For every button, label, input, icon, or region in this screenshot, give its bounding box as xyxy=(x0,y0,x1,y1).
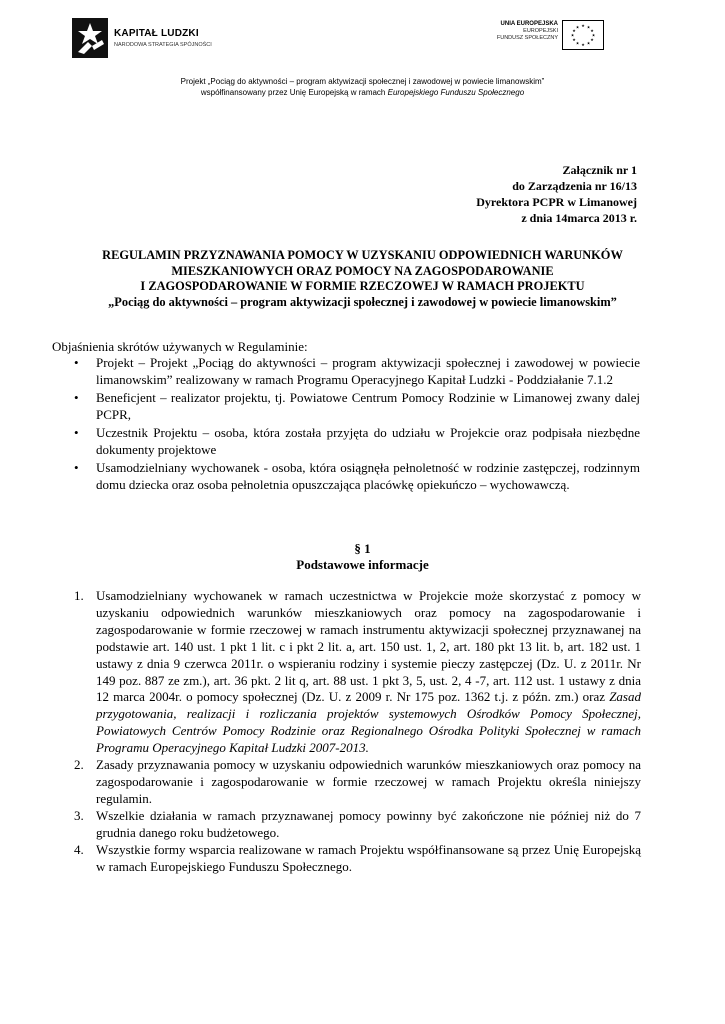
eu-flag-icon xyxy=(562,20,604,50)
attachment-line-1: Załącznik nr 1 xyxy=(562,163,637,177)
svg-text:★: ★ xyxy=(575,40,580,46)
eu-logo-line2: EUROPEJSKI xyxy=(523,28,558,34)
svg-text:★: ★ xyxy=(590,37,594,42)
bullet-icon: • xyxy=(74,355,79,370)
attachment-block xyxy=(476,162,637,226)
bullet-icon: • xyxy=(74,425,79,440)
svg-text:★: ★ xyxy=(590,28,594,33)
title-line-2: MIESZKANIOWYCH ORAZ POMOCY NA ZAGOSPODAROWANIE xyxy=(171,263,554,278)
svg-text:★: ★ xyxy=(572,37,576,42)
list-item xyxy=(74,459,640,493)
logo-title: KAPITAŁ LUDZKI xyxy=(114,28,199,39)
list-item-text xyxy=(96,588,641,757)
eu-logo-line3: FUNDUSZ SPOŁECZNY xyxy=(496,35,558,41)
list-item xyxy=(74,807,641,842)
item-number: 3. xyxy=(74,807,84,823)
title-line-4: „Pociąg do aktywności – program aktywizacji społecznej i zawodowej w powiecie limanowskim” xyxy=(108,294,617,309)
item-1-italic: Zasad przygotowania, realizacji i rozliczania projektów systemowych Ośrodków Pomocy Społecznej, Powiatowych Centrów Pomocy Rodzinie oraz Regionalnego Ośrodka Polityki Społecznej w ramach Programu Operacyjnego Kapitał Ludzki 2007-2013. xyxy=(96,689,641,756)
project-line-1: Projekt „Pociąg do aktywności – program aktywizacji społecznej i zawodowej w powiecie limanowskim” xyxy=(180,77,545,86)
svg-text:★: ★ xyxy=(581,23,585,28)
list-item-text: Zasady przyznawania pomocy w uzyskaniu odpowiednich warunków mieszkaniowych oraz pomocy na zagospodarowanie i zagospodarowanie w formie rzeczowej w ramach Projektu określa niniejszy regulamin. xyxy=(96,757,641,806)
list-item-text: Projekt – Projekt „Pociąg do aktywności – program aktywizacji społecznej i zawodowej w powiecie limanowskim” realizowany w ramach Programu Operacyjnego Kapitał Ludzki - Poddziałanie 7.1.2 xyxy=(96,355,640,387)
list-item-text: Wszystkie formy wsparcia realizowane w ramach Projektu współfinansowane są przez Unię Europejską w ramach Europejskiego Funduszu Społecznego. xyxy=(96,841,641,874)
list-item xyxy=(74,424,640,458)
svg-text:★: ★ xyxy=(591,32,596,38)
item-1-text: Usamodzielniany wychowanek w ramach uczestnictwa w Projekcie może skorzystać z pomocy w uzyskaniu odpowiednich warunków mieszkaniowych oraz pomocy na zagospodarowanie i zagospodarowanie w formie rzeczowej w ramach instrumentu aktywizacji społecznej przyznawanej na podstawie art. 140 ust. 1 pkt 1 lit. c i pkt 2 lit. a, art. 150 ust. 1, 2, art. 180 pkt 13 lit. b, art. 182 ust. 1 ustawy z dnia 9 czerwca 2011r. o wspieraniu rodziny i systemie pieczy zastępczej (Dz. U. z 2011r. Nr 149 poz. 887 ze zm.), art. 36 pkt. 2 lit q, art. 88 ust. 1 pkt 3, 5, ust. 2, 4 -7, art. 112 ust. 1 ustawy z dnia 12 marca 2004r. o pomocy społecznej (Dz. U. z 2009 r. Nr 175 poz. 1362 t.j. z późn. zm.) oraz xyxy=(96,588,641,705)
svg-text:★: ★ xyxy=(575,24,580,30)
svg-text:★: ★ xyxy=(586,24,591,30)
attachment-line-3: Dyrektora PCPR w Limanowej xyxy=(476,195,637,209)
list-item-text: Wszelkie działania w ramach przyznawanej pomocy powinny być zakończone nie później niż do 7 grudnia danego roku budżetowego. xyxy=(96,807,641,840)
list-item xyxy=(74,354,640,388)
bullet-icon: • xyxy=(74,390,79,405)
explanations-list xyxy=(74,354,640,494)
svg-text:★: ★ xyxy=(586,40,591,46)
project-line-2-italic: Europejskiego Funduszu Społecznego xyxy=(387,88,525,97)
list-item-text: Usamodzielniany wychowanek - osoba, która osiągnęła pełnoletność w rodzinie zastępczej, rodzinnym domu dziecka oraz osoba pełnoletnia opuszczająca placówkę opiekuńczo – wychowawczą. xyxy=(96,460,640,492)
document-title xyxy=(30,248,695,310)
item-number: 1. xyxy=(74,588,84,603)
section-items-list xyxy=(74,588,641,875)
title-line-1: REGULAMIN PRZYZNAWANIA POMOCY W UZYSKANIU ODPOWIEDNICH WARUNKÓW xyxy=(102,248,623,262)
eu-logo xyxy=(486,20,616,54)
item-number: 2. xyxy=(74,757,84,773)
explanations-heading: Objaśnienia skrótów używanych w Regulaminie: xyxy=(52,339,308,354)
title-line-3: I ZAGOSPODAROWANIE W FORMIE RZECZOWEJ W RAMACH PROJEKTU xyxy=(140,279,585,294)
item-number: 4. xyxy=(74,841,84,857)
section-number: § 1 xyxy=(354,541,371,556)
attachment-line-2: do Zarządzenia nr 16/13 xyxy=(512,179,637,193)
svg-text:★: ★ xyxy=(570,32,575,38)
project-line-2 xyxy=(0,87,725,98)
list-item xyxy=(74,389,640,423)
project-line-2-prefix: współfinansowany przez Unię Europejską w ramach xyxy=(200,88,388,97)
list-item xyxy=(74,757,641,808)
attachment-line-4: z dnia 14marca 2013 r. xyxy=(521,211,637,225)
svg-text:★: ★ xyxy=(581,42,585,47)
eu-logo-line1: UNIA EUROPEJSKA xyxy=(500,21,558,27)
logo-subtitle: NARODOWA STRATEGIA SPÓJNOŚCI xyxy=(114,42,212,48)
list-item xyxy=(74,588,641,757)
kapital-ludzki-emblem-icon xyxy=(72,18,108,58)
bullet-icon: • xyxy=(74,460,79,475)
section-heading: Podstawowe informacje xyxy=(296,557,429,572)
list-item xyxy=(74,841,641,876)
list-item-text: Uczestnik Projektu – osoba, która została przyjęta do udziału w Projekcie oraz podpisała niezbędne dokumenty projektowe xyxy=(96,425,640,457)
kapital-ludzki-logo xyxy=(72,18,212,58)
svg-text:★: ★ xyxy=(572,28,576,33)
list-item-text: Beneficjent – realizator projektu, tj. Powiatowe Centrum Pomocy Rodzinie w Limanowej zwany dalej PCPR, xyxy=(96,390,640,422)
